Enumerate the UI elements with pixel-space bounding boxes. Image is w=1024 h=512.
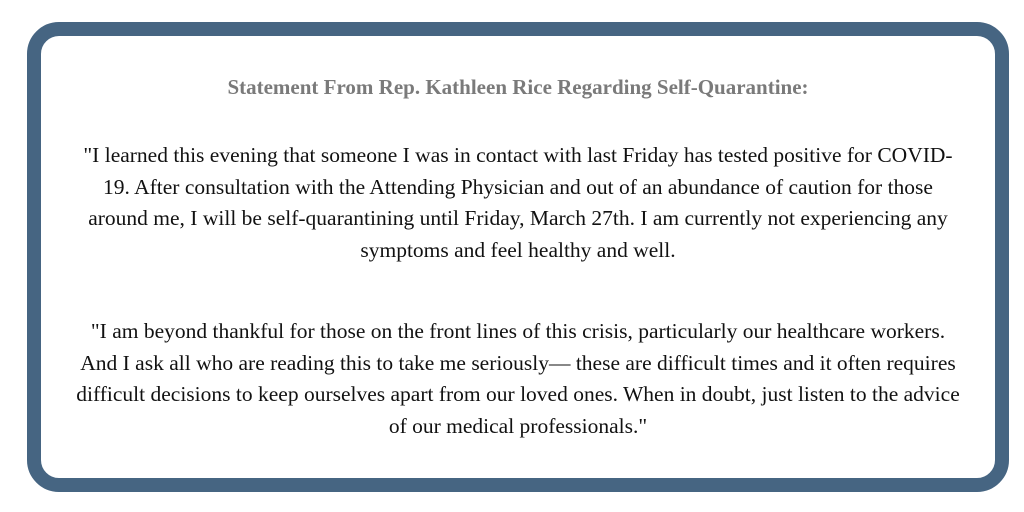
statement-paragraph-1: "I learned this evening that someone I was in contact with last Friday has tested positive for COVID-19. After consultation with the Attending Physician and out of an abundance of caution for those around me, I will be self-quarantining until Friday, March 27th. I am currently not experiencing any symptoms and feel healthy and well. xyxy=(83,143,953,262)
statement-title: Statement From Rep. Kathleen Rice Regarding Self-Quarantine: xyxy=(227,75,809,99)
statement-card xyxy=(27,22,1009,492)
statement-paragraph-2: "I am beyond thankful for those on the front lines of this crisis, particularly our healthcare workers. And I ask all who are reading this to take me seriously— these are difficult times and it often requires difficult decisions to keep ourselves apart from our loved ones. When in doubt, just listen to the advice of our medical professionals." xyxy=(76,319,960,438)
statement-content xyxy=(41,36,995,478)
